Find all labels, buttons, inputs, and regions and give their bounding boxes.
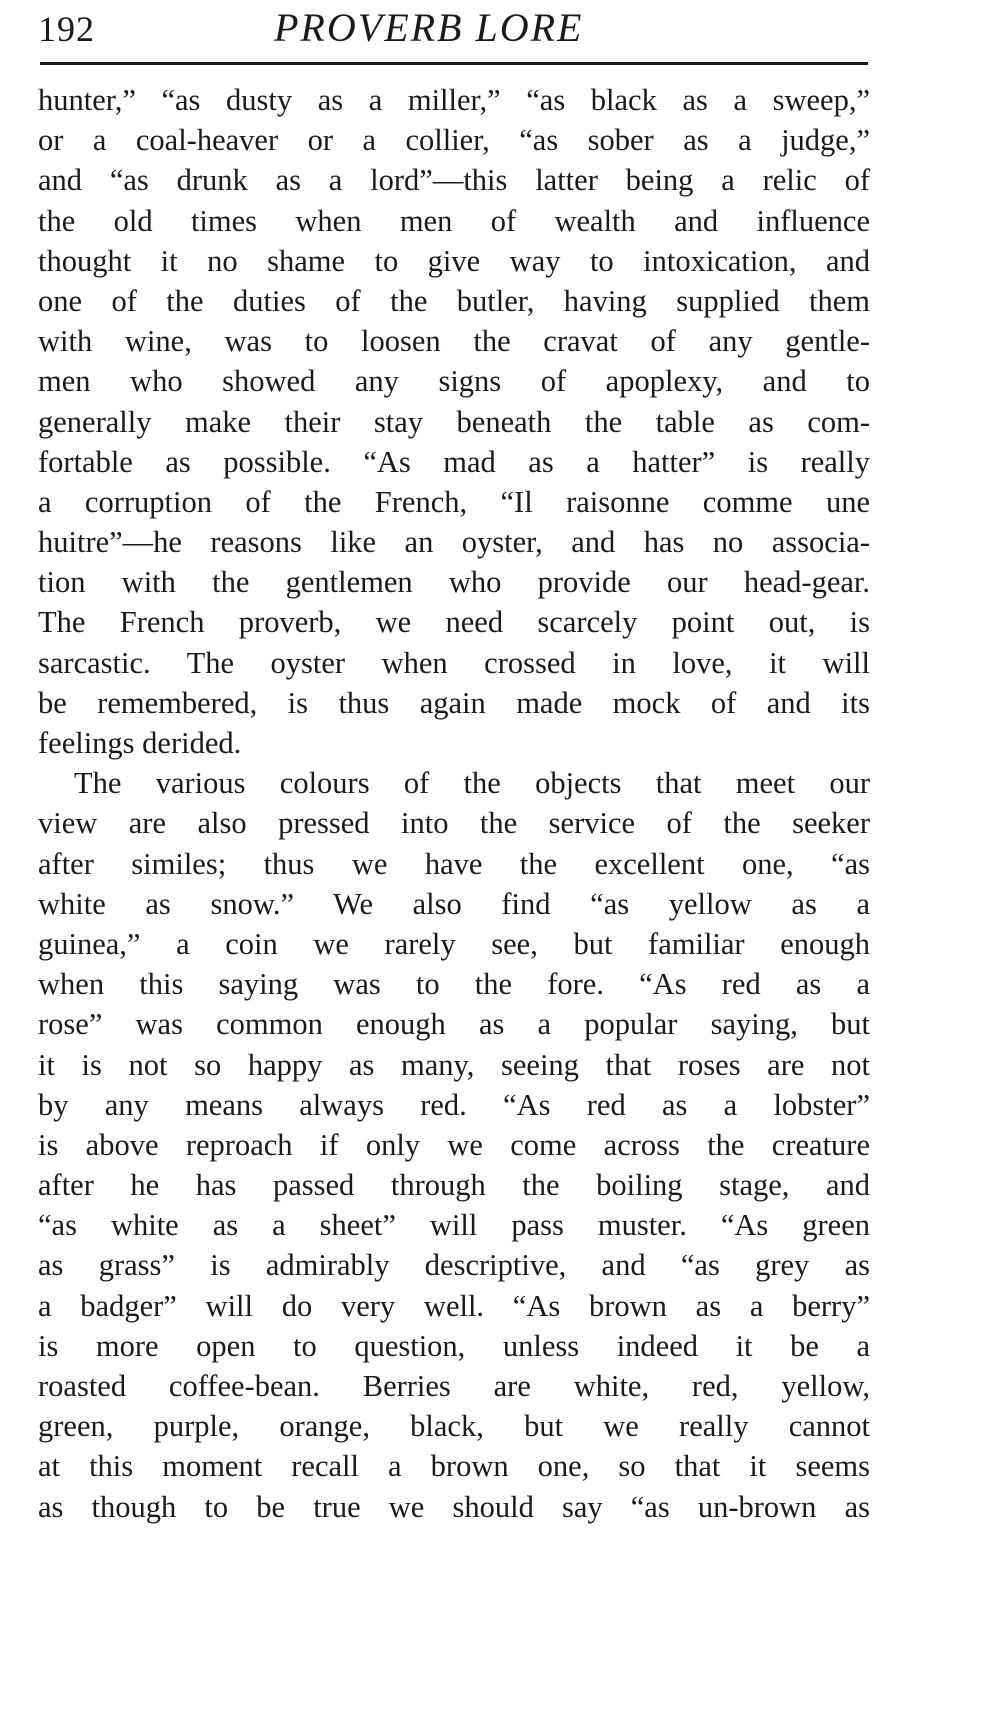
text-line: rose” was common enough as a popular saying, but bbox=[38, 1007, 870, 1042]
text-line: view are also pressed into the service of the seeker bbox=[38, 806, 870, 841]
page bbox=[38, 0, 870, 1524]
text-line: one of the duties of the butler, having supplied them bbox=[38, 283, 870, 318]
body-text bbox=[38, 80, 870, 1527]
text-line: as though to be true we should say “as un-brown as bbox=[38, 1489, 870, 1524]
text-line: as grass” is admirably descriptive, and “as grey as bbox=[38, 1248, 870, 1283]
text-line: generally make their stay beneath the table as com- bbox=[38, 404, 870, 439]
header-rule bbox=[40, 62, 868, 65]
text-line: white as snow.” We also find “as yellow as a bbox=[38, 886, 870, 921]
page-header bbox=[38, 0, 870, 62]
text-line: men who showed any signs of apoplexy, and to bbox=[38, 364, 870, 399]
text-line: is more open to question, unless indeed it be a bbox=[38, 1328, 870, 1363]
text-line: hunter,” “as dusty as a miller,” “as black as a sweep,” bbox=[38, 83, 870, 117]
text-line: with wine, was to loosen the cravat of any gentle- bbox=[38, 324, 870, 359]
text-line: after similes; thus we have the excellent one, “as bbox=[38, 846, 870, 881]
text-line: huitre”—he reasons like an oyster, and has no associa- bbox=[38, 525, 870, 560]
text-line: The French proverb, we need scarcely point out, is bbox=[38, 605, 870, 640]
text-line: be remembered, is thus again made mock of and its bbox=[38, 685, 870, 720]
text-line: thought it no shame to give way to intoxication, and bbox=[38, 243, 870, 278]
text-line: The various colours of the objects that meet our bbox=[74, 766, 870, 801]
running-title: PROVERB LORE bbox=[274, 5, 584, 50]
text-line: “as white as a sheet” will pass muster. “As green bbox=[38, 1208, 870, 1243]
text-line: is above reproach if only we come across the creature bbox=[38, 1127, 870, 1162]
page-number: 192 bbox=[38, 9, 95, 49]
text-line: green, purple, orange, black, but we really cannot bbox=[38, 1409, 870, 1444]
text-line: fortable as possible. “As mad as a hatter” is really bbox=[38, 444, 870, 479]
text-line: a corruption of the French, “Il raisonne comme une bbox=[38, 484, 870, 519]
text-line: after he has passed through the boiling stage, and bbox=[38, 1168, 870, 1203]
text-line: and “as drunk as a lord”—this latter being a relic of bbox=[38, 163, 870, 198]
text-line: guinea,” a coin we rarely see, but familiar enough bbox=[38, 926, 870, 961]
text-line: tion with the gentlemen who provide our head-gear. bbox=[38, 565, 870, 600]
text-line: at this moment recall a brown one, so that it seems bbox=[38, 1449, 870, 1484]
text-line: the old times when men of wealth and influence bbox=[38, 203, 870, 238]
text-line: feelings derided. bbox=[38, 726, 242, 760]
text-line: when this saying was to the fore. “As red as a bbox=[38, 967, 870, 1002]
text-line: it is not so happy as many, seeing that roses are not bbox=[38, 1047, 870, 1082]
text-line: by any means always red. “As red as a lobster” bbox=[38, 1087, 870, 1122]
text-line: sarcastic. The oyster when crossed in love, it will bbox=[38, 645, 870, 680]
text-line: a badger” will do very well. “As brown as a berry” bbox=[38, 1288, 870, 1323]
text-line: or a coal-heaver or a collier, “as sober as a judge,” bbox=[38, 123, 870, 158]
text-line: roasted coffee-bean. Berries are white, red, yellow, bbox=[38, 1369, 870, 1403]
